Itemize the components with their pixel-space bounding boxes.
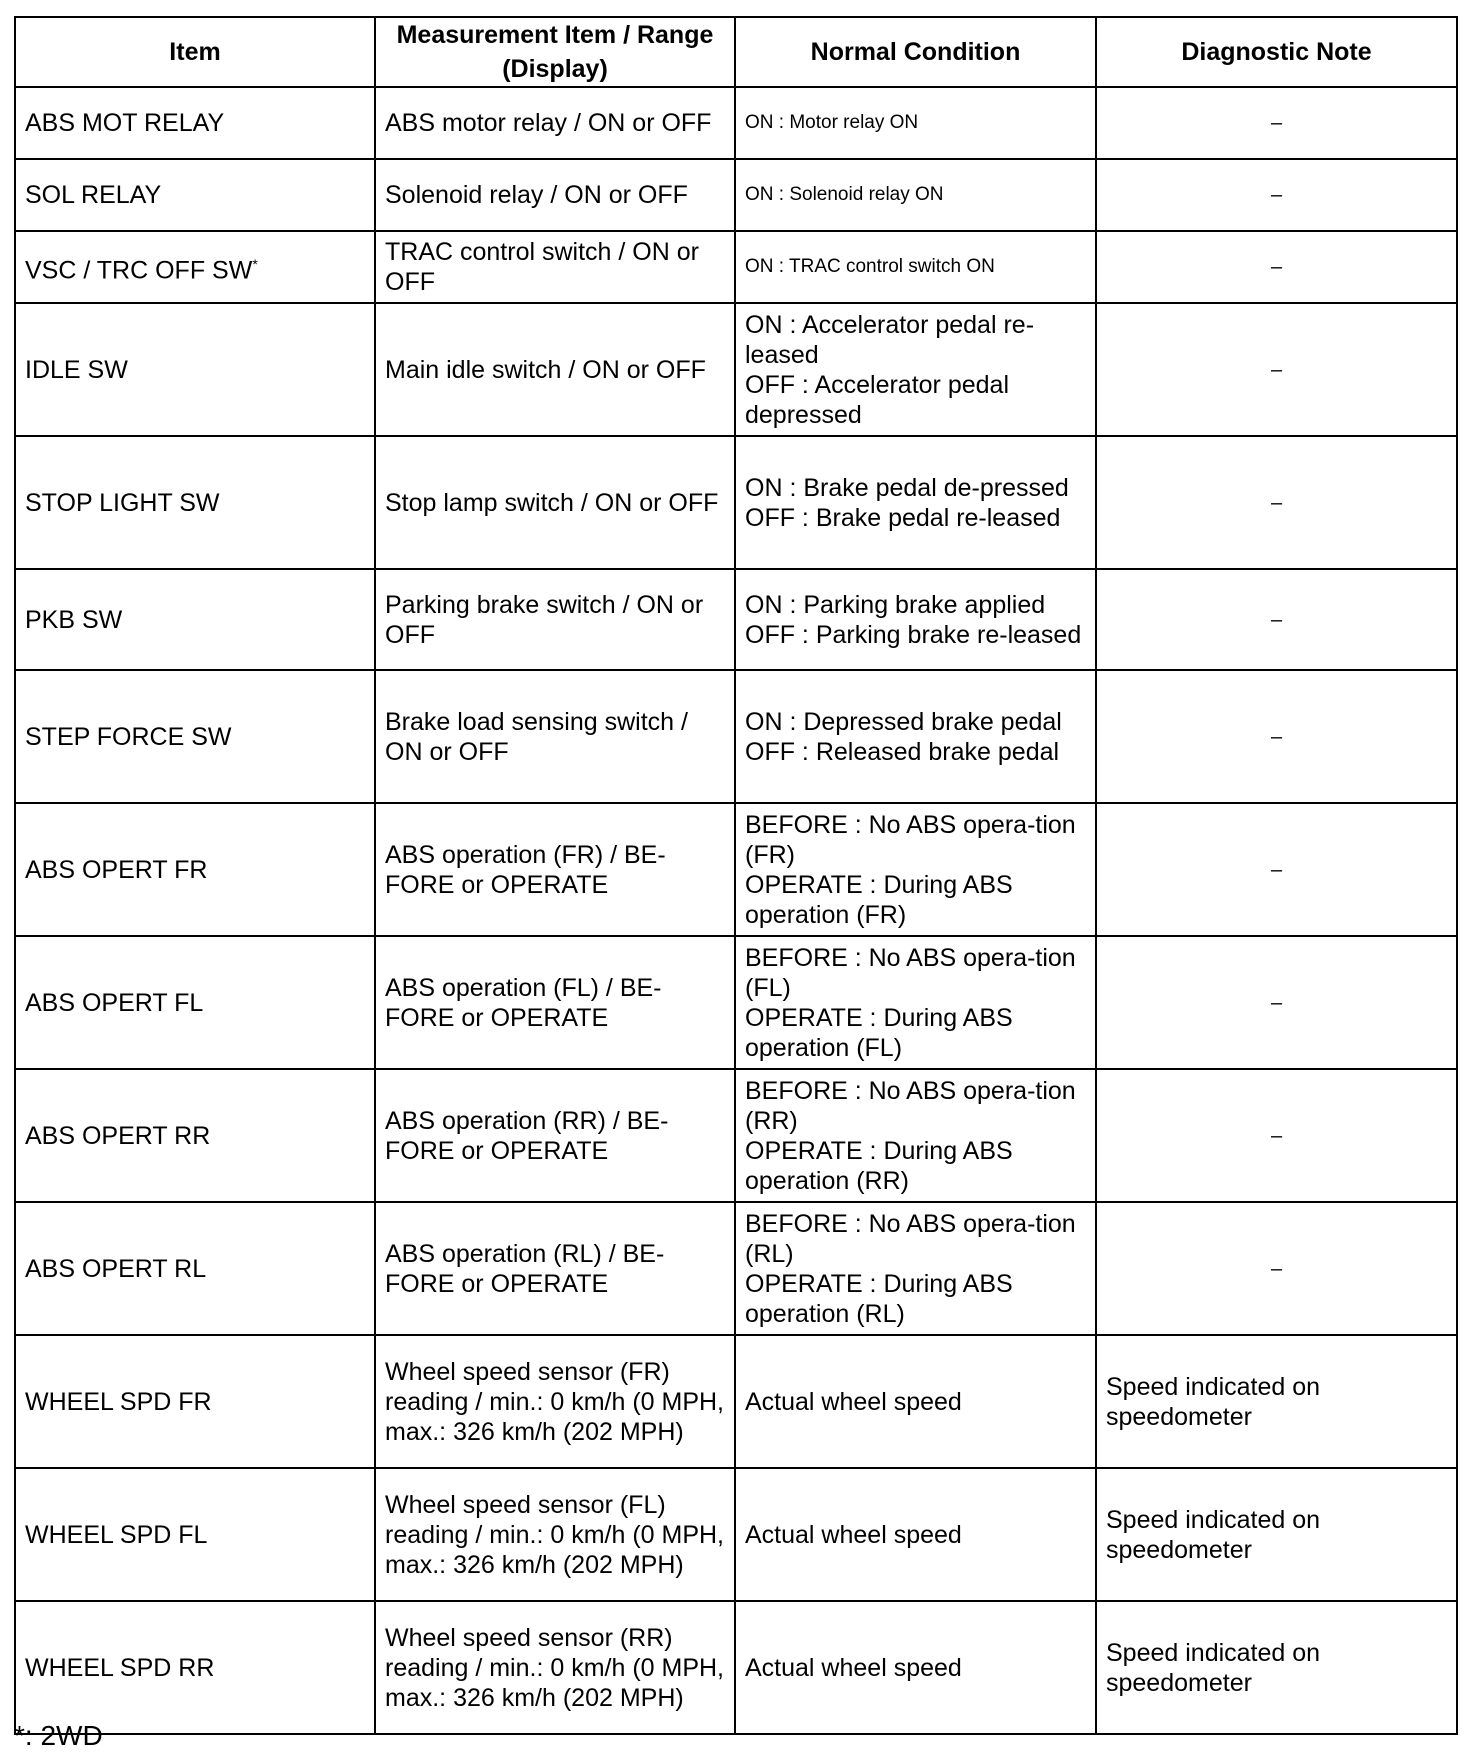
- condition-line: BEFORE : No ABS opera-tion (RL): [745, 1209, 1076, 1268]
- footnote: *: 2WD: [14, 1720, 103, 1751]
- cell-normal-condition: [735, 1069, 1096, 1202]
- item-label: STOP LIGHT SW: [25, 488, 220, 517]
- cell-diagnostic-note: –: [1096, 436, 1457, 569]
- item-label: SOL RELAY: [25, 181, 162, 209]
- cell-item: [15, 87, 375, 159]
- cell-normal-condition: [735, 303, 1096, 436]
- condition-line: Actual wheel speed: [745, 1387, 962, 1416]
- table-row: [15, 803, 1457, 936]
- cell-item: [15, 436, 375, 569]
- cell-measurement: ABS operation (FL) / BE-FORE or OPERATE: [375, 936, 735, 1069]
- condition-line: OFF : Brake pedal re-leased: [745, 503, 1061, 532]
- condition-line: OPERATE : During ABS operation (FL): [745, 1003, 1013, 1062]
- table-row: [15, 936, 1457, 1069]
- table-row: [15, 1468, 1457, 1601]
- table-row: [15, 1069, 1457, 1202]
- condition-line: ON : Motor relay ON: [745, 112, 919, 133]
- condition-line: OPERATE : During ABS operation (FR): [745, 870, 1013, 929]
- cell-measurement: ABS operation (FR) / BE-FORE or OPERATE: [375, 803, 735, 936]
- cell-measurement: TRAC control switch / ON or OFF: [375, 231, 735, 303]
- cell-measurement: Stop lamp switch / ON or OFF: [375, 436, 735, 569]
- item-label: WHEEL SPD FL: [25, 1520, 208, 1549]
- cell-item: [15, 1601, 375, 1734]
- condition-line: ON : Solenoid relay ON: [745, 184, 944, 205]
- cell-item: [15, 231, 375, 303]
- cell-diagnostic-note: –: [1096, 569, 1457, 670]
- cell-measurement: ABS motor relay / ON or OFF: [375, 87, 735, 159]
- cell-measurement: Wheel speed sensor (RR) reading / min.: 0 km/h (0 MPH, max.: 326 km/h (202 MPH): [375, 1601, 735, 1734]
- condition-line: BEFORE : No ABS opera-tion (FR): [745, 810, 1076, 869]
- header-diagnostic-note: Diagnostic Note: [1096, 17, 1457, 87]
- cell-diagnostic-note: –: [1096, 1202, 1457, 1335]
- condition-line: ON : TRAC control switch ON: [745, 256, 995, 277]
- cell-normal-condition: [735, 1202, 1096, 1335]
- cell-normal-condition: [735, 159, 1096, 231]
- cell-measurement: Main idle switch / ON or OFF: [375, 303, 735, 436]
- table-row: [15, 87, 1457, 159]
- cell-item: [15, 1335, 375, 1468]
- item-label: ABS OPERT RR: [25, 1121, 211, 1150]
- header-normal-condition: Normal Condition: [735, 17, 1096, 87]
- table-row: [15, 231, 1457, 303]
- cell-measurement: Solenoid relay / ON or OFF: [375, 159, 735, 231]
- cell-diagnostic-note: –: [1096, 87, 1457, 159]
- cell-item: [15, 1468, 375, 1601]
- cell-item: [15, 303, 375, 436]
- item-label: WHEEL SPD RR: [25, 1653, 215, 1682]
- cell-item: [15, 569, 375, 670]
- cell-measurement: Brake load sensing switch / ON or OFF: [375, 670, 735, 803]
- item-label: ABS MOT RELAY: [25, 109, 225, 137]
- item-label: STEP FORCE SW: [25, 722, 232, 751]
- cell-item: [15, 1202, 375, 1335]
- cell-diagnostic-note: –: [1096, 231, 1457, 303]
- cell-normal-condition: [735, 803, 1096, 936]
- cell-normal-condition: [735, 670, 1096, 803]
- condition-line: ON : Depressed brake pedal: [745, 707, 1062, 736]
- condition-line: ON : Parking brake applied: [745, 590, 1046, 619]
- item-label: VSC / TRC OFF SW: [25, 256, 253, 285]
- cell-diagnostic-note: –: [1096, 1069, 1457, 1202]
- cell-diagnostic-note: –: [1096, 936, 1457, 1069]
- condition-line: OFF : Accelerator pedal depressed: [745, 370, 1010, 429]
- condition-line: ON : Brake pedal de-pressed: [745, 473, 1069, 502]
- cell-diagnostic-note: –: [1096, 803, 1457, 936]
- item-label: ABS OPERT RL: [25, 1254, 207, 1283]
- cell-normal-condition: [735, 936, 1096, 1069]
- cell-normal-condition: [735, 569, 1096, 670]
- cell-item: [15, 670, 375, 803]
- cell-normal-condition: [735, 1335, 1096, 1468]
- table-row: [15, 670, 1457, 803]
- cell-diagnostic-note: Speed indicated on speedometer: [1096, 1335, 1457, 1468]
- item-label: PKB SW: [25, 605, 123, 634]
- condition-line: OPERATE : During ABS operation (RR): [745, 1136, 1013, 1195]
- cell-diagnostic-note: Speed indicated on speedometer: [1096, 1601, 1457, 1734]
- cell-normal-condition: [735, 87, 1096, 159]
- cell-normal-condition: [735, 1601, 1096, 1734]
- condition-line: ON : Accelerator pedal re-leased: [745, 310, 1035, 369]
- cell-measurement: Parking brake switch / ON or OFF: [375, 569, 735, 670]
- header-item: Item: [15, 17, 375, 87]
- cell-item: [15, 1069, 375, 1202]
- table-row: [15, 1601, 1457, 1734]
- item-label: WHEEL SPD FR: [25, 1387, 212, 1416]
- condition-line: OFF : Released brake pedal: [745, 737, 1060, 766]
- cell-diagnostic-note: Speed indicated on speedometer: [1096, 1468, 1457, 1601]
- condition-line: Actual wheel speed: [745, 1520, 962, 1549]
- table-row: [15, 569, 1457, 670]
- cell-item: [15, 936, 375, 1069]
- diagnostic-data-table: [14, 16, 1458, 1735]
- cell-measurement: ABS operation (RR) / BE-FORE or OPERATE: [375, 1069, 735, 1202]
- cell-measurement: ABS operation (RL) / BE-FORE or OPERATE: [375, 1202, 735, 1335]
- cell-normal-condition: [735, 1468, 1096, 1601]
- table-body: [15, 87, 1457, 1734]
- table-header-row: [15, 17, 1457, 87]
- table-row: [15, 159, 1457, 231]
- cell-diagnostic-note: –: [1096, 670, 1457, 803]
- cell-normal-condition: [735, 231, 1096, 303]
- cell-normal-condition: [735, 436, 1096, 569]
- cell-diagnostic-note: –: [1096, 303, 1457, 436]
- cell-measurement: Wheel speed sensor (FR) reading / min.: 0 km/h (0 MPH, max.: 326 km/h (202 MPH): [375, 1335, 735, 1468]
- table-row: [15, 1202, 1457, 1335]
- item-label: ABS OPERT FR: [25, 855, 208, 884]
- condition-line: OPERATE : During ABS operation (RL): [745, 1269, 1013, 1328]
- table-row: [15, 1335, 1457, 1468]
- table-row: [15, 436, 1457, 569]
- cell-item: [15, 159, 375, 231]
- condition-line: BEFORE : No ABS opera-tion (FL): [745, 943, 1076, 1002]
- condition-line: OFF : Parking brake re-leased: [745, 620, 1082, 649]
- header-measurement: Measurement Item / Range (Display): [375, 17, 735, 87]
- cell-diagnostic-note: –: [1096, 159, 1457, 231]
- table-row: [15, 303, 1457, 436]
- cell-item: [15, 803, 375, 936]
- item-label: ABS OPERT FL: [25, 988, 204, 1017]
- item-label: IDLE SW: [25, 355, 128, 384]
- cell-measurement: Wheel speed sensor (FL) reading / min.: 0 km/h (0 MPH, max.: 326 km/h (202 MPH): [375, 1468, 735, 1601]
- condition-line: Actual wheel speed: [745, 1653, 962, 1682]
- item-footnote-marker: *: [252, 255, 258, 272]
- condition-line: BEFORE : No ABS opera-tion (RR): [745, 1076, 1076, 1135]
